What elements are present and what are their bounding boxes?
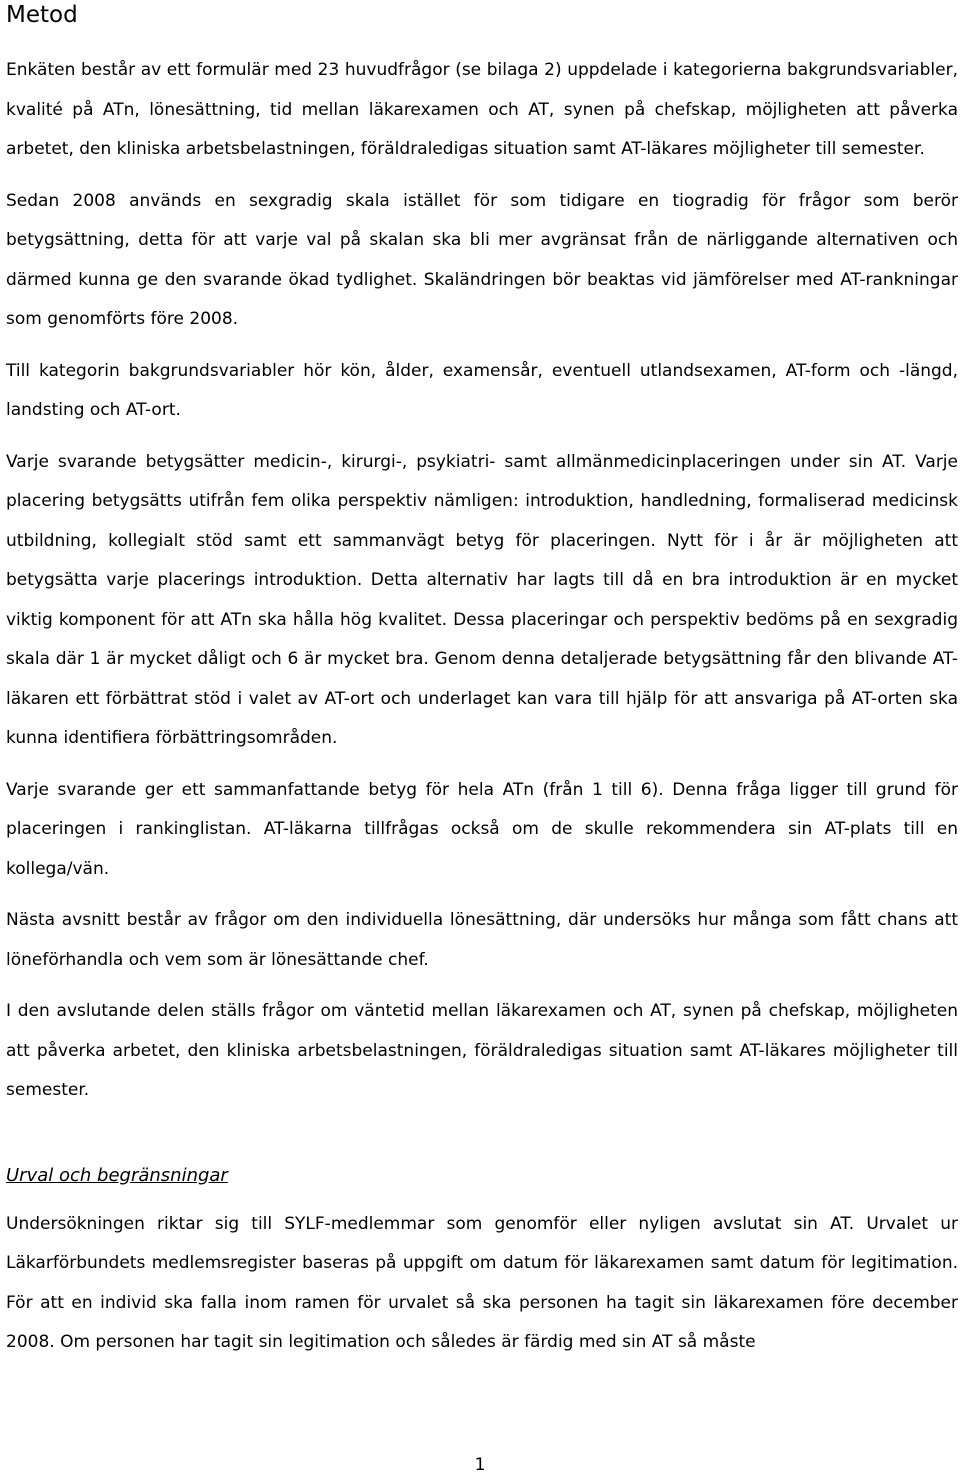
paragraph-background-variables: Till kategorin bakgrundsvariabler hör kön, ålder, examensår, eventuell utlandsexamen, AT-form och -längd, landsting och AT-ort. (6, 360, 958, 420)
paragraph-overall-rating: Varje svarande ger ett sammanfattande betyg för hela ATn (från 1 till 6). Denna fråga ligger till grund för placeringen i rankinglistan. AT-läkarna tillfrågas också om de skulle rekommendera sin AT-plats till en kollega/vän. (6, 779, 958, 879)
subsection-heading: Urval och begränsningar (6, 1164, 228, 1186)
section-heading: Metod (6, 2, 78, 28)
paragraph-salary-section: Nästa avsnitt består av frågor om den individuella lönesättning, där undersöks hur många som fått chans att löneförhandla och vem som är lönesättande chef. (6, 910, 958, 970)
paragraph-selection: Undersökningen riktar sig till SYLF-medlemmar som genomför eller nyligen avslutat sin AT. Urvalet ur Läkarförbundets medlemsregister baseras på uppgift om datum för läkarexamen samt datum för legitimation. För att en individ ska falla inom ramen för urvalet så ska personen ha tagit sin läkarexamen före december 2008. Om personen har tagit sin legitimation och således är färdig med sin AT så måste (6, 1213, 958, 1352)
paragraph-placement-ratings: Varje svarande betygsätter medicin-, kirurgi-, psykiatri- samt allmänmedicinplaceringen under sin AT. Varje placering betygsätts utifrån fem olika perspektiv nämligen: introduktion, handledning, formaliserad medicinsk utbildning, kollegialt stöd samt ett sammanvägt betyg för placeringen. Nytt för i år är möjligheten att betygsätta varje placerings introduktion. Detta alternativ har lagts till då en bra introduktion är en mycket viktig komponent för att ATn ska hålla hög kvalitet. Dessa placeringar och perspektiv bedöms på en sexgradig skala där 1 är mycket dåligt och 6 är mycket bra. Genom denna detaljerade betygsättning får den blivande AT-läkaren ett förbättrat stöd i valet av AT-ort och underlaget kan vara till hjälp för att ansvariga på AT-orten ska kunna identifiera förbättringsområden. (6, 451, 958, 748)
paragraph-rating-scale: Sedan 2008 används en sexgradig skala istället för som tidigare en tiogradig för frågor som berör betygsättning, detta för att varje val på skalan ska bli mer avgränsat från de närliggande alternativen och därmed kunna ge den svarande ökad tydlighet. Skaländringen bör beaktas vid jämförelser med AT-rankningar som genomförts före 2008. (6, 190, 958, 329)
paragraph-survey-structure: Enkäten består av ett formulär med 23 huvudfrågor (se bilaga 2) uppdelade i kategorierna bakgrundsvariabler, kvalité på ATn, lönesättning, tid mellan läkarexamen och AT, synen på chefskap, möjligheten att påverka arbetet, den kliniska arbetsbelastningen, föräldraledigas situation samt AT-läkares möjligheter till semester. (6, 60, 958, 159)
document-page (6, 0, 958, 1363)
page-number: 1 (474, 1455, 486, 1475)
paragraph-final-section: I den avslutande delen ställs frågor om väntetid mellan läkarexamen och AT, synen på chefskap, möjligheten att påverka arbetet, den kliniska arbetsbelastningen, föräldraledigas situation samt AT-läkares möjligheter till semester. (6, 1001, 958, 1100)
